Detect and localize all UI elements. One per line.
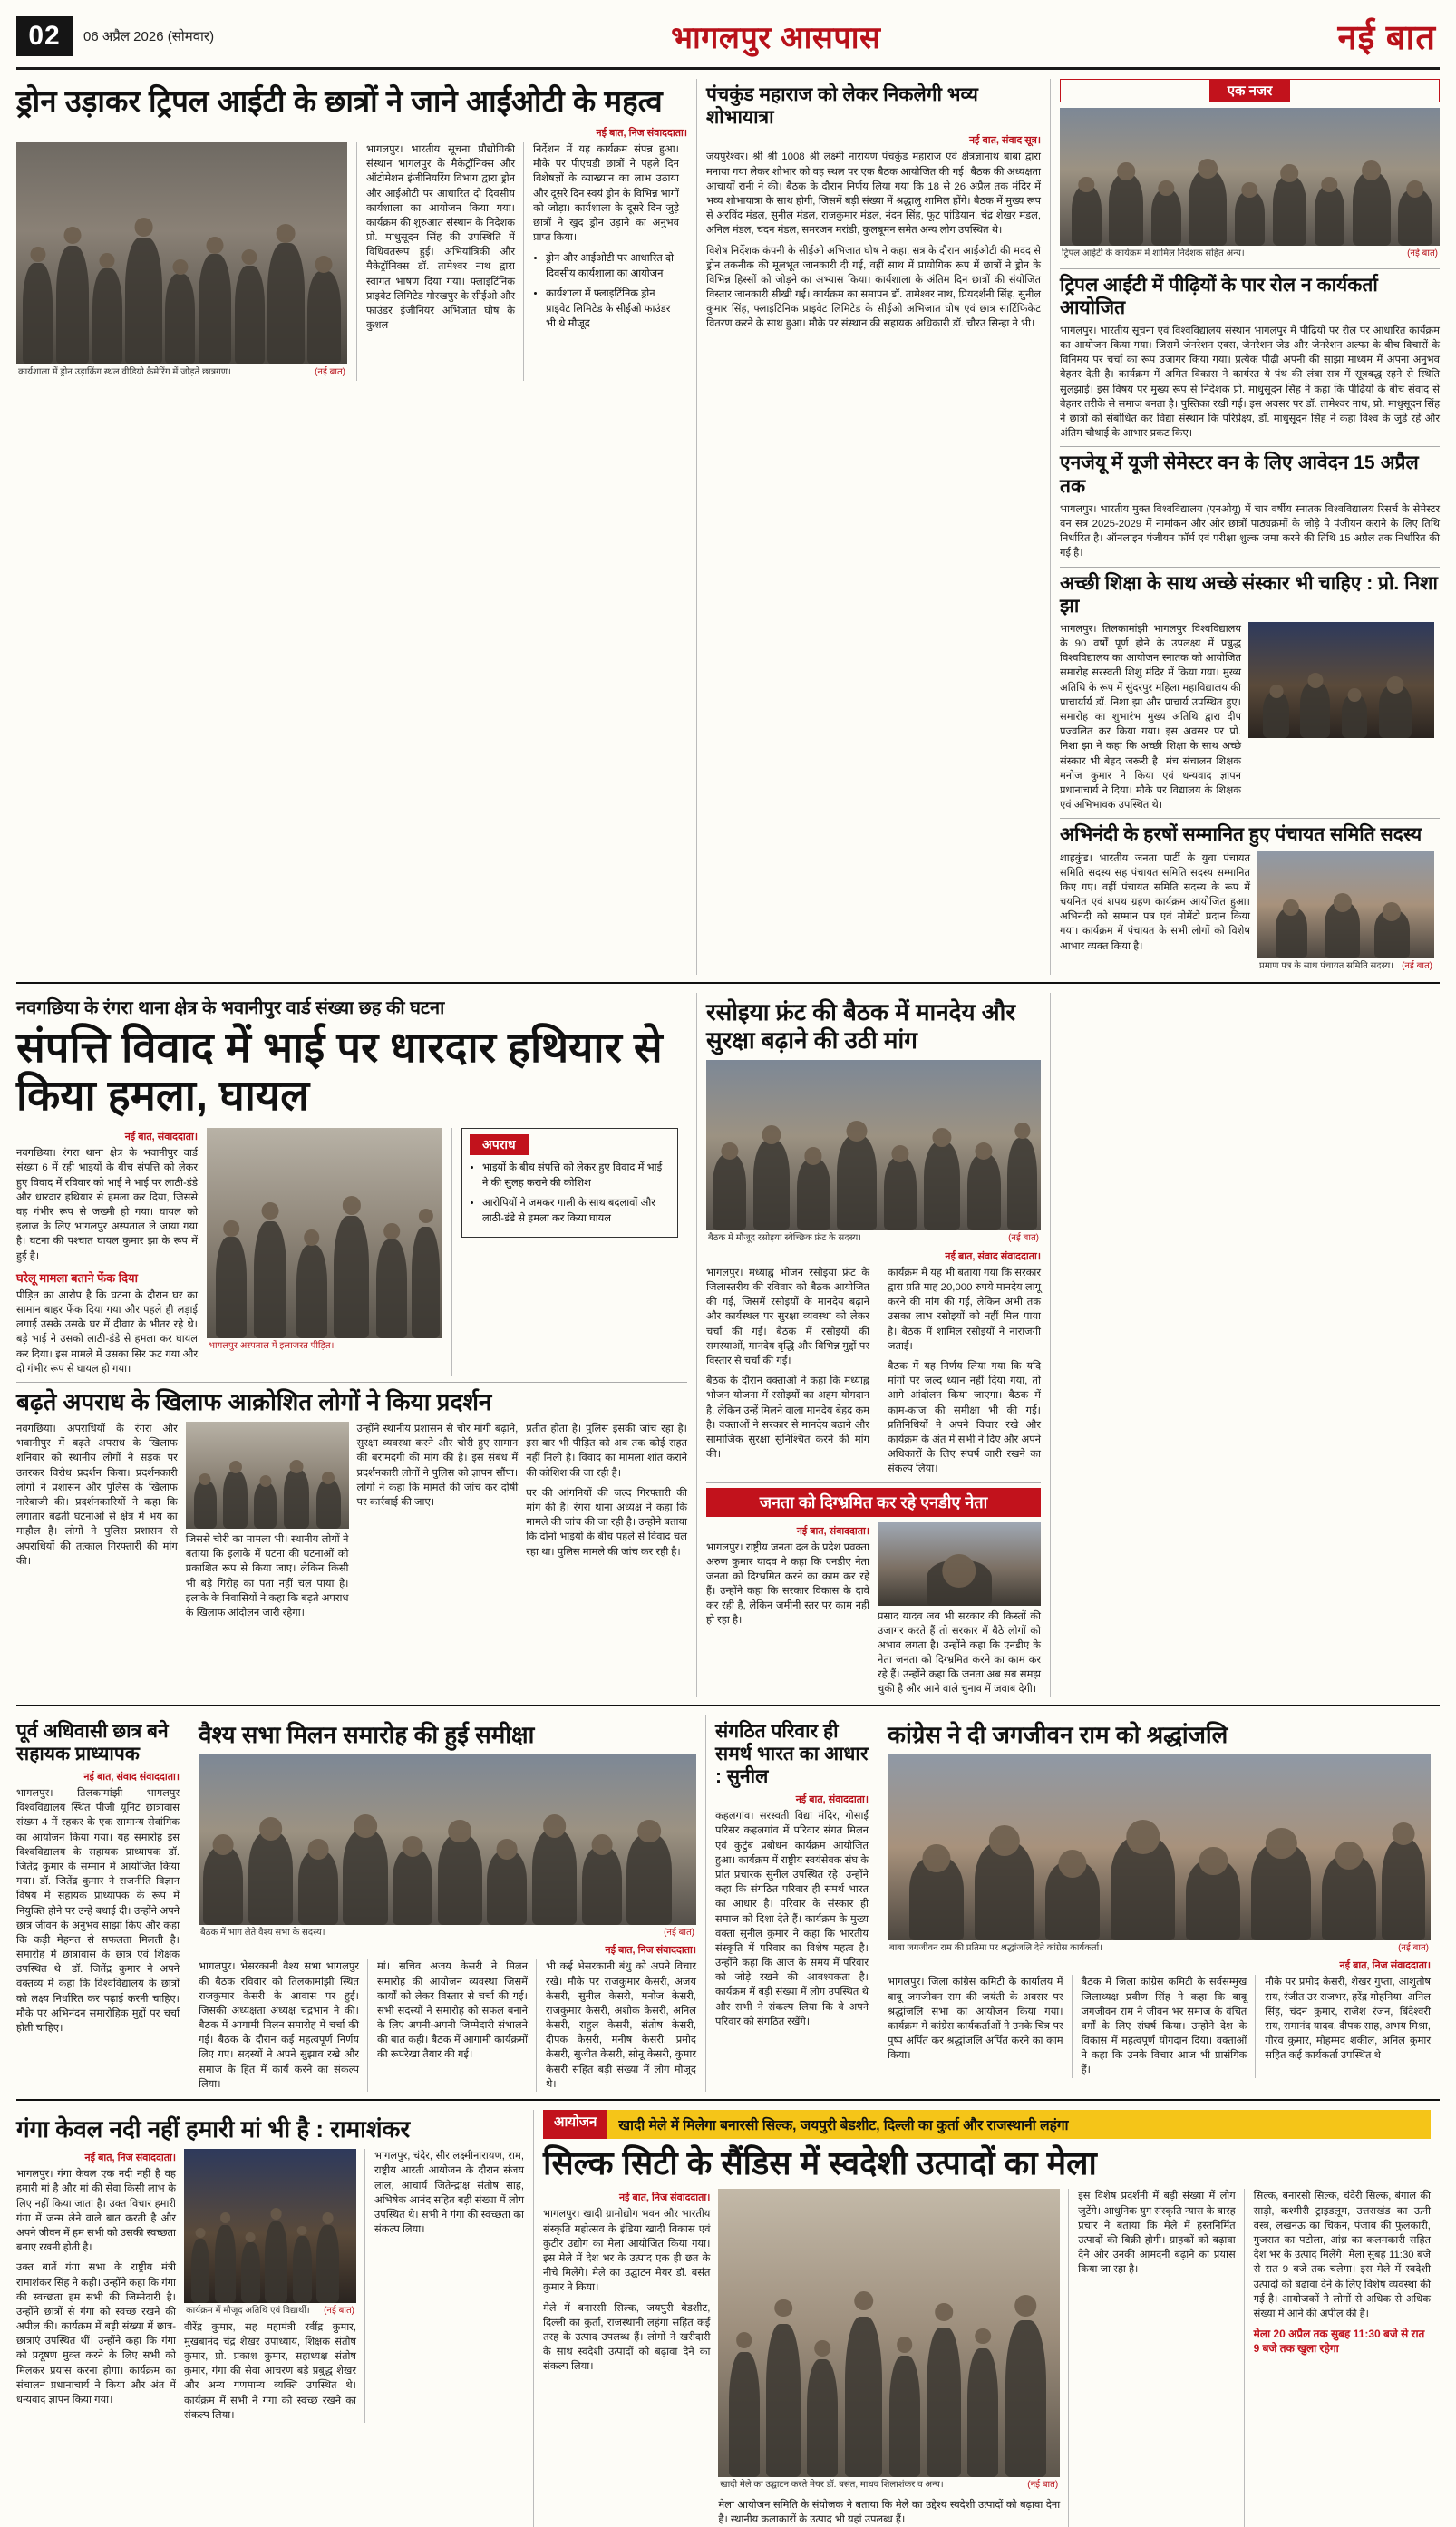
- rasoiya-body-3: बैठक में यह निर्णय लिया गया कि यदि मांगों पर जल्द ध्यान नहीं दिया गया, तो आगे आंदोलन किया जाएगा। बैठक में काम-काज की समीक्षा भी की गई। प्रतिनिधियों ने अपने विचार रखे और कार्यक्रम के अंत में सभी ने दिए और अपने अधिकारों के लिए संघर्ष जारी रखने का संकल्प लिया।: [888, 1361, 1041, 1475]
- protest-photo: [186, 1422, 349, 1529]
- page-number: 02: [16, 16, 73, 56]
- ganga-body-0: भागलपुर। गंगा केवल एक नदी नहीं है वह हमारी मां है और मां की सेवा किसी लाभ के लिए नहीं किया जाता है। उक्त विचार हमारी गंगा में जन्म लेने वाले बात करती है और अपने जीवन में हम सभी को उसकी स्वच्छता बनाए रखनी होती है।: [16, 2169, 176, 2254]
- protest-headline: बढ़ते अपराध के खिलाफ आक्रोशित लोगों ने किया प्रदर्शन: [16, 1387, 492, 1415]
- congress-byline: नई बात, निज संवाददाता।: [1339, 1960, 1431, 1972]
- rasoiya-story: [696, 993, 1041, 1697]
- ek-nazar-item-3-photo: [1257, 851, 1434, 958]
- rasoiya-body-2: कार्यक्रम में यह भी बताया गया कि सरकार द्वारा प्रति माह 20,000 रुपये मानदेय लागू करने की मांग की गई, लेकिन अभी तक उसका लाभ रसोइयों को नहीं मिल पाया है। बैठक में शामिल रसोइयों ने नाराजगी जताई।: [888, 1267, 1041, 1352]
- sunil-story: [705, 1715, 869, 2092]
- ganga-headline: गंगा केवल नदी नहीं हमारी मां भी है : रामाशंकर: [16, 2115, 411, 2143]
- khadi-body-2: मेला आयोजन समिति के संयोजक ने बताया कि मेले का उद्देश्य स्वदेशी उत्पादों को बढ़ावा देना है। स्थानीय कलाकारों के उत्पाद भी यहां उपलब्ध हैं।: [718, 2499, 1061, 2526]
- rasoiya-byline: नई बात, संवाद संवाददाता।: [945, 1250, 1041, 1262]
- khadi-body-3: इस विशेष प्रदर्शनी में बड़ी संख्या में लोग जुटेंगे। आधुनिक युग संस्कृति न्यास के बारह प्रचार ने बताया कि मेले में हस्तनिर्मित उत्पादों की बिक्री होगी। ग्राहकों को बढ़ावा देने और उनकी आमदनी बढ़ाने का प्रयास किया जा रहा है।: [1078, 2191, 1236, 2276]
- nda-photo: [878, 1522, 1041, 1606]
- section-title: भागलपुर आसपास: [671, 21, 881, 55]
- ek-nazar-item-1-body: भागलपुर। भारतीय मुक्त विश्वविद्यालय (एनओयू) में चार वर्षीय स्नातक विश्वविद्यालय रिसर्च के सेमेस्टर वन सत्र 2025-2029 में नामांकन और ओर छात्रों पाठ्यक्रमों के जोड़े पे पंजीयन कराने के लिए तिथि निर्धारित है। ऑनलाइन पंजीयन फॉर्म एवं परीक्षा शुल्क जमा करने की तिथि 15 अप्रैल तक निर्धारित की गई है।: [1060, 503, 1440, 559]
- principal-body: भागलपुर। तिलकामांझी भागलपुर विश्वविद्यालय स्थित पीजी यूनिट छात्रावास संख्या 4 में रहकर के एक सामान्य सेवांगिक का आयोजन किया गया। यह समारोह इस विश्वविद्यालय के सहायक प्राध्यापक डॉ. जितेंद्र कुमार के सम्मान में आयोजित किया गया। डॉ. जितेंद्र कुमार ने राजनीति विज्ञान विषय में सहायक प्राध्यापक के रूप में नियुक्ति होने पर उन्हें बधाई दी। उन्होंने अपने छात्र जीवन के अनुभव साझा किए और कहा कि कड़ी मेहनत से सफलता मिलती है। समारोह में छात्रावास के छात्र एवं शिक्षक उपस्थित थे। डॉ. जितेंद्र कुमार ने अपने वक्तव्य में कहा कि विश्वविद्यालय के छात्रों को लक्ष्य निर्धारित कर पढ़ाई करनी चाहिए। मौके पर अभिनंदन समारोहिक मुद्दों पर चर्चा होती चाहिए।: [16, 1788, 180, 2034]
- ganga-body-3: भागलपुर, चंदेर, सीर लक्ष्मीनारायण, राम, राष्ट्रीय आरती आयोजन के दौरान संजय लाल, आचार्य जितेन्द्राक्ष संतोष साह, अभिषेक आनंद सहित बड़ी संख्या में लोग उपस्थित थे। सभी ने गंगा की स्वच्छता का संकल्प लिया।: [374, 2151, 524, 2236]
- brand-logo: नई बात: [1337, 19, 1436, 57]
- nda-body-0: भागलपुर। राष्ट्रीय जनता दल के प्रदेश प्रवक्ता अरुण कुमार यादव ने कहा कि एनडीए नेता जनता को दिग्भ्रमित करने का काम कर रहे हैं। उन्होंने कहा कि सरकार विकास के दावे कर रही है, लेकिन जमीनी स्तर पर काम नहीं हो रहा है।: [706, 1541, 869, 1627]
- crime-subhead: घरेलू मामला बताने फेंक दिया: [16, 1270, 138, 1285]
- lead-body-2: निर्देशन में यह कार्यक्रम संपन्न हुआ। मौके पर पीएचडी छात्रों ने पहले दिन विशेषज्ञों के व्याख्यान का लाभ उठाया और दूसरे दिन स्वयं ड्रोन के विभिन्न भागों को जोड़ा। कार्यशाला के दूसरे दिन जुड़े छात्रों ने खुद ड्रोन उड़ाने का अनुभव प्राप्त किया।: [533, 143, 679, 244]
- vaishya-photo: [199, 1754, 696, 1925]
- ek-nazar-item-3-headline: अभिनंदी के हरषों सम्मानित हुए पंचायत समिति सदस्य: [1060, 824, 1422, 846]
- khadi-body-0: भागलपुर। खादी ग्रामोद्योग भवन और भारतीय संस्कृति महोत्सव के इंडिया खादी विकास एवं कुटीर उद्योग का मेला आयोजित किया गया। इस मेले में देश भर के उत्पाद एक ही छत के नीचे मिलेंगे। मेले का उद्घाटन मेयर डॉ. बसंत कुमार ने किया।: [543, 2209, 711, 2294]
- ek-nazar-item-2-headline: अच्छी शिक्षा के साथ अच्छे संस्कार भी चाहिए : प्रो. निशा झा: [1060, 572, 1438, 617]
- vaishya-body-0: भागलपुर। भेसरकानी वैश्य सभा भागलपुर की बैठक रविवार को तिलकामांझी स्थित राजकुमार केसरी के आवास पर हुई। जिसकी अध्यक्षता अध्यक्ष चंद्रभान ने की। बैठक में आगामी मिलन समारोह में चर्चा की गई। बैठक के दौरान कई महत्वपूर्ण निर्णय लिए गए। सदस्यों ने अपने सुझाव रखे और समाज के हित में कार्य करने का संकल्प लिया।: [199, 1961, 359, 2090]
- lower-block: [16, 1715, 1440, 2092]
- event-tag: आयोजन: [543, 2110, 607, 2139]
- ek-nazar-item-0-body: भागलपुर। भारतीय सूचना एवं विश्वविद्यालय संस्थान भागलपुर में पीढ़ियों पर रोल पर आधारित कार्यक्रम का आयोजन किया गया। जिसमें जेनरेशन एक्स, जेनरेशन जेड और जेनरेशन अल्फा के बीच विचारों के विनिमय पर चर्चा का रूप उजागर किया गया। प्रत्येक पीढ़ी अपनी की साझा माध्यम में अपना अनुभव बेहतर देती है। कार्यक्रम में अमित विकास ने कार्यरत ये पंथ की लंबा सत्र में सूत्रबद्ध रहने से स्थिति सुलझाई। इस विषय पर मुख्य रूप से निदेशक प्रो. माधुसूदन सिंह ने कहा कि पीढ़ियों के बीच संवाद से बेहतर तरीके से समाज बनता है। पुस्तिका रखी गई। इस अवसर पर डॉ. तामेश्वर नाथ, प्रो. माधुसूदन सिंह ने छात्रों को संबोधित कर विद्या संस्थान कि परिप्रेक्ष्य, डॉ. माधुसूदन सिंह ने कहा विश्व के जुड़े रहें और अंतिम चौथाई के आभार प्रकट किए।: [1060, 325, 1440, 440]
- lead-headline: ड्रोन उड़ाकर ट्रिपल आईटी के छात्रों ने जाने आईओटी के महत्व: [16, 84, 663, 118]
- khadi-body-1: मेले में बनारसी सिल्क, जयपुरी बेडशीट, दिल्ली का कुर्ता, राजस्थानी लहंगा सहित कई तरह के उत्पाद उपलब्ध हैं। लोगों ने खरीदारी के साथ स्वदेशी उत्पादों को बढ़ावा देने का संकल्प लिया।: [543, 2302, 711, 2373]
- congress-story: [878, 1715, 1431, 2092]
- ganga-story: [16, 2110, 524, 2527]
- ganga-photo-caption: कार्यक्रम में मौजूद अतिथि एवं विद्यार्थी। (नई बात): [186, 2306, 354, 2317]
- crime-bullets: [470, 1161, 670, 1226]
- rasoiya-body-0: भागलपुर। मध्याह्न भोजन रसोइया फ्रंट के जिलास्तरीय की रविवार को बैठक आयोजित की गई, जिसमें रसोइयों के मानदेय बढ़ाने और कार्यस्थल पर सुरक्षा व्यवस्था को लेकर चर्चा की गई। बैठक में रसोइयों की समस्याओं, मानदेय वृद्धि और विभिन्न मुद्दों पर विस्तार से चर्चा की गई।: [706, 1267, 869, 1366]
- lead-body-1: भागलपुर। भारतीय सूचना प्रौद्योगिकी संस्थान भागलपुर के मैकेट्रॉनिक्स और ऑटोमेशन इंजीनियरिंग विभाग द्वारा ड्रोन और आईओटी पर आधारित दो दिवसीय कार्यशाला का आयोजन किया गया। कार्यक्रम की शुरुआत संस्थान के निदेशक प्रो. माधुसूदन सिंह की उपस्थिति में विधिवतरूप हुई। अभियांत्रिकी और मैकेट्रॉनिक्स डॉ. तामेश्वर नाथ द्वारा स्वागत भाषण दिया गया। फ्लाइटिंनिक प्राइवेट लिमिटेड गोरखपुर के सीईओ और फाउंडर इंजीनियर अभिजात घोष के कुशल: [366, 143, 515, 332]
- rasoiya-photo-caption: बैठक में मौजूद रसोइया स्वेच्छिक फ्रंट के सदस्य। (नई बात): [708, 1233, 1039, 1244]
- vaishya-body-1: मां। सचिव अजय केसरी ने मिलन समारोह की आयोजन व्यवस्था जिसमें कार्यों को लेकर विस्तार से चर्चा की गई। सभी सदस्यों ने समारोह को सफल बनाने के लिए अपनी-अपनी जिम्मेदारी संभालने की बात कही। बैठक में आगामी कार्यक्रमों की रूपरेखा तैयार की गई।: [376, 1961, 528, 2061]
- crime-photo-caption: भागलपुर अस्पताल में इलाजरत पीड़ित।: [209, 1341, 335, 1352]
- crime-tag: अपराध: [470, 1134, 529, 1155]
- rasoiya-body-1: बैठक के दौरान वक्ताओं ने कहा कि मध्याह्न भोजन योजना में रसोइयों का अहम योगदान है, लेकिन उन्हें मिलने वाला मानदेय बेहद कम है। वक्ताओं ने सरकार से मानदेय बढ़ाने और सामाजिक सुरक्षा सुनिश्चित करने की मांग की।: [706, 1375, 869, 1461]
- top-block: [16, 79, 1440, 975]
- sunil-byline: नई बात, संवाददाता।: [795, 1794, 869, 1806]
- ek-nazar-item-0-headline: ट्रिपल आईटी में पीढ़ियों के पार रोल न कार्यकर्ता आयोजित: [1060, 274, 1378, 318]
- congress-body-0: भागलपुर। जिला कांग्रेस कमिटी के कार्यालय में बाबू जगजीवन राम की जयंती के अवसर पर श्रद्धांजलि सभा का आयोजन किया गया। कार्यक्रम में कांग्रेस कार्यकर्ताओं ने उनके चित्र पर पुष्प अर्पित कर श्रद्धांजलि अर्पित करने का काम किया।: [888, 1977, 1063, 2062]
- list-item: • ड्रोन और आईओटी पर आधारित दो दिवसीय कार्यशाला का आयोजन: [546, 251, 679, 281]
- crime-byline: नई बात, संवाददाता।: [124, 1132, 198, 1143]
- khadi-strip: खादी मेले में मिलेगा बनारसी सिल्क, जयपुरी बेडशीट, दिल्ली का कुर्ता और राजस्थानी लहंगा: [607, 2110, 1431, 2139]
- lead-body-3: विशेष निर्देशक कंपनी के सीईओ अभिजात घोष ने कहा, सत्र के दौरान आईओटी की मदद से ड्रोन तकनीक की मूलभूत जानकारी दी गई, वहीं साथ में प्रायोगिक रूप में छात्रों ने ड्रोन के विभिन्न हिस्सों को जोड़ने का अभ्यास किया। कार्यशाला के अंतिम दिन छात्रों की संयोजित विस्तार जानकारी सीखी गई। कार्यक्रम का समापन डॉ. तामेश्वर नाथ, प्रियदर्शनी सिंह, सुनील कुमार सिंह, फ्लाइटिंनिक प्राइवेट लिमिटेड के सीईओ अभिजात घोष एवं छात्र सार्टिफिकेट वितरण करने के साथ हुआ। मौके पर संस्थान की सहायक अधिकारी डॉ. चौरउ सिन्हा ने भी।: [706, 245, 1041, 330]
- principal-headline: पूर्व अधिवासी छात्र बने सहायक प्राध्यापक: [16, 1720, 169, 1764]
- lead-photo: [16, 142, 347, 364]
- vaishya-photo-caption: बैठक में भाग लेते वैश्य सभा के सदस्य। (नई बात): [200, 1927, 694, 1938]
- crime-body-3: घर की आंगनियों की जल्द गिरफ्तारी की मांग की है। रंगरा थाना अध्यक्ष ने कहा कि मामले की जांच की जा रही है। उन्होंने बताया कि दोनों भाइयों के बीच पहले से विवाद चल रहा था। पुलिस मामले की जांच कर रही है।: [526, 1487, 687, 1558]
- sunil-headline: संगठित परिवार ही समर्थ भारत का आधार : सुनील: [715, 1720, 869, 1787]
- khadi-body-4: सिल्क, बनारसी सिल्क, चंदेरी सिल्क, बंगाल की साड़ी, कश्मीरी ट्राइडलूम, उत्तराखंड का ऊनी वस्त्र, लखनऊ का चिकन, पंजाब की फुलकारी, गुजरात का पटोला, आंध्र का कलमकारी सहित देश भर के उत्पाद मिलेंगे। मेला सुबह 11:30 बजे से रात 9 बजे तक चलेगा। इस मेले में स्वदेशी उत्पादों को बढ़ावा देने के लिए विशेष व्यवस्था की गई है। आयोजकों ने लोगों से अधिक से अधिक संख्या में आने की अपील की है।: [1253, 2191, 1431, 2319]
- vaishya-headline: वैश्य सभा मिलन समारोह की हुई समीक्षा: [199, 1720, 535, 1748]
- nda-body-1: प्रसाद यादव जब भी सरकार की किस्तों की उजागर करते हैं तो सरकार में बैठे लोगों को अभाव लगता है। उन्होंने कहा कि एनडीए के नेता जनता को दिग्भ्रमित करने का काम कर रहे हैं। उन्होंने कहा कि जनता अब सब समझ चुकी है और आने वाले चुनाव में जवाब देगी।: [878, 1610, 1041, 1696]
- list-item: • कार्यशाला में फ्लाइटिंनिक ड्रोन प्राइवेट लिमिटेड के सीईओ फाउंडर भी थे मौजूद: [546, 287, 679, 332]
- lead-byline: नई बात, निज संवाददाता।: [596, 127, 687, 139]
- principal-story: [16, 1715, 180, 2092]
- right-column-lower: [1050, 993, 1440, 1697]
- crime-kicker: नवगछिया के रंगरा थाना क्षेत्र के भवानीपुर वार्ड संख्या छह की घटना: [16, 998, 445, 1018]
- protest-body-2: उन्होंने स्थानीय प्रशासन से चोर मांगी बढ़ाने, सुरक्षा व्यवस्था करने और चोरी हुए सामान की बरामदगी की मांग की है। इस संबंध में प्रदर्शनकारी लोगों ने पुलिस को ज्ञापन सौंपा। लोगों ने कहा कि मामले की जांच कर दोषी पर कार्रवाई की जाए।: [356, 1424, 519, 1508]
- khadi-story: [533, 2110, 1431, 2527]
- lead-bullets: [533, 251, 679, 332]
- panchkund-byline: नई बात, संवाद सूत्र।: [968, 135, 1041, 147]
- congress-photo: [888, 1754, 1431, 1940]
- masthead: [16, 13, 1440, 70]
- protest-body-3: प्रतीत होता है। पुलिस इसकी जांच रहा है। इस बार भी पीड़ित को अब तक कोई राहत नहीं मिली है। विवाद का मामला शांत कराने की कोशिश की जा रही है।: [526, 1424, 687, 1479]
- rasoiya-headline: रसोइया फ्रंट की बैठक में मानदेय और सुरक्षा बढ़ाने की उठी मांग: [706, 998, 1016, 1055]
- middle-block: [16, 993, 1440, 1697]
- bottom-block: [16, 2110, 1440, 2527]
- nda-headline: जनता को दिग्भ्रमित कर रहे एनडीए नेता: [706, 1488, 1041, 1517]
- nda-byline: नई बात, संवाददाता।: [796, 1525, 869, 1537]
- khadi-photo-caption: खादी मेले का उद्घाटन करते मेयर डॉ. बसंत, माधव शिलाशंकर व अन्य। (नई बात): [720, 2480, 1059, 2491]
- ek-nazar-item-1-headline: एनजेयू में यूजी सेमेस्टर वन के लिए आवेदन 15 अप्रैल तक: [1060, 452, 1419, 497]
- ek-nazar-photo: [1060, 108, 1440, 246]
- khadi-byline: नई बात, निज संवाददाता।: [618, 2192, 711, 2204]
- protest-body-1: जिससे चोरी का मामला भी। स्थानीय लोगों ने बताया कि इलाके में घटना की घटनाओं को प्रकाशित रूप से किया जाए। लेकिन किसी भी बड़े गिरोह का पता नहीं चल पाया है। इलाके के निवासियों ने कहा कि बढ़ते अपराध के खिलाफ आंदोलन जारी रहेगा।: [185, 1534, 349, 1618]
- lead-story: [16, 79, 687, 975]
- crime-body-1: नवगछिया। रंगरा थाना क्षेत्र के भवानीपुर वार्ड संख्या 6 में रही भाइयों के बीच संपत्ति को लेकर हुए विवाद में रविवार को भाई ने भाई पर लाठी-डंडे और धारदार हथियार से हमला कर दिया, जिससे वह गंभीर रूप से जख्मी हो गया। घायल को इलाज के लिए भागलपुर अस्पताल ले जाया गया है। घटना की पश्चात घायल कुमार झा के रूप में हुई है।: [16, 1148, 198, 1262]
- list-item: • भाइयों के बीच संपत्ति को लेकर हुए विवाद में भाई ने की सुलह कराने की कोशिश: [482, 1161, 670, 1191]
- ek-nazar-item-3-body: शाहकुंड। भारतीय जनता पार्टी के युवा पंचायत समिति सदस्य सह पंचायत समिति सदस्य सम्मानित किए गए। वहीं पंचायत समिति सदस्य के रूप में चयनित एवं शपथ ग्रहण कार्यक्रम आयोजित हुआ। अभिनंदी को सम्मान पत्र एवं मोमेंटो प्रदान किया गया। कार्यक्रम में पंचायत के सभी लोगों को विशेष आभार व्यक्त किया है।: [1060, 852, 1250, 952]
- vaishya-byline: नई बात, निज संवाददाता।: [605, 1945, 696, 1957]
- congress-body-1: बैठक में जिला कांग्रेस कमिटी के सर्वसम्मुख जिलाध्यक्ष प्रवीण सिंह ने कहा कि बाबू जगजीवन राम ने जीवन भर समाज के वंचित वर्गों के लिए संघर्ष किया। उन्होंने देश के विकास में महत्वपूर्ण योगदान दिया। वक्ताओं ने कहा कि उनके विचार आज भी प्रासंगिक हैं।: [1081, 1977, 1247, 2076]
- sunil-body: कहलगांव। सरस्वती विद्या मंदिर, गोसाईं परिसर कहलगांव में परिवार संगत मिलन एवं कुटुंब प्रबोधन कार्यक्रम आयोजित हुआ। कार्यक्रम में राष्ट्रीय स्वयंसेवक संघ के प्रांत प्रचारक सुनील उपस्थित रहे। उन्होंने कहा कि संगठित परिवार ही समर्थ भारत का आधार है। परिवार के संस्कार ही समाज को दिशा देते हैं। कार्यक्रम के मुख्य वक्ता सुनील कुमार ने कहा कि भारतीय संस्कृति में परिवार का विशेष महत्व है। उन्होंने कहा कि आज के समय में परिवार को जोड़े रखने की आवश्यकता है। कार्यक्रम में बड़ी संख्या में लोग उपस्थित थे और सभी ने संकल्प लिया कि वे अपने परिवार को संगठित रखेंगे।: [715, 1811, 869, 2027]
- crime-photo: [207, 1128, 442, 1338]
- panchkund-body: जयपुरेश्वर। श्री श्री 1008 श्री लक्ष्मी नारायण पंचकुंड महाराज एवं क्षेत्रज्ञानाथ बाबा द्वारा मनाया गया लेकर शोभार को वह स्थल पर एक बैठक आयोजित की गई। बैठक की अध्यक्षता आचार्यों रानी ने की। बैठक के दौरान निर्णय लिया गया कि 18 से 26 अप्रैल तक मंदिर में भव्य शोभायात्रा के साथ होगी, जिसमें बड़ी संख्या में श्रद्धालु शामिल होंगे। बैठक में मुख्य रूप से अरविंद मंडल, सुनील मंडल, राजकुमार मंडल, नंदन सिंह, फूट पांडियान, चंद्र शेखर मंडल, अनिल मंडल, चंदन मंडल, समरजन मरांडी, कुलबूमन समेत अन्य लोग उपस्थित थे।: [706, 151, 1041, 237]
- congress-headline: कांग्रेस ने दी जगजीवन राम को श्रद्धांजलि: [888, 1720, 1228, 1748]
- property-crime-story: [16, 993, 687, 1697]
- crime-headline: संपत्ति विवाद में भाई पर धारदार हथियार से किया हमला, घायल: [16, 1023, 663, 1119]
- protest-body-0: नवगछिया। अपराधियों के रंगरा और भवानीपुर में बढ़ते अपराध के खिलाफ शनिवार को स्थानीय लोगों ने सड़क पर उतरकर विरोध प्रदर्शन किया। प्रदर्शनकारी लोगों ने प्रशासन और पुलिस के खिलाफ नारेबाजी की। प्रदर्शनकारियों ने कहा कि लगातार बढ़ती घटनाओं से क्षेत्र में भय का माहौल है। लोगों ने पुलिस प्रशासन से अपराधियों की तत्काल गिरफ्तारी की मांग की।: [16, 1424, 178, 1567]
- khadi-photo: [718, 2189, 1060, 2477]
- congress-body-2: मौके पर प्रमोद केसरी, शेखर गुप्ता, आशुतोष राय, रंजीत उर राजभर, हरेंद्र मोहनिया, अनिल सिंह, चंदन कुमार, राजेश रंजन, बिंदेश्वरी राय, रामानंद यादव, दीपक साह, अभय मिश्रा, गौरव कुमार, मोहम्मद शकील, अनिल कुमार सहित कई कार्यकर्ता उपस्थित थे।: [1265, 1977, 1432, 2062]
- dateline: 06 अप्रैल 2026 (सोमवार): [83, 29, 215, 44]
- ganga-body-2: वीरेंद्र कुमार, सह महामंत्री रवींद्र कुमार, मुखबानंद चंद्र शेखर उपाध्याय, शिक्षक संतोष कुमार, प्रो. प्रकाश कुमार, सहाध्यक्ष संतोष कुमार, गंगा की सेवा आचरण बड़े प्रबुद्ध शेखर और अन्य गणमान्य व्यक्ति उपस्थित थे। कार्यक्रम में सभी ने गंगा को स्वच्छ रखने का संकल्प लिया।: [184, 2321, 356, 2421]
- rasoiya-photo: [706, 1060, 1041, 1230]
- panchkund-story: [696, 79, 1041, 975]
- vaishya-story: [189, 1715, 696, 2092]
- ek-nazar-column: [1050, 79, 1440, 975]
- vaishya-body-2: भी कई भेसरकानी बंधु को अपने विचार रखे। मौके पर राजकुमार केसरी, अजय केसरी, सुनील केसरी, मनोज केसरी, राजकुमार केसरी, अशोक केसरी, अनिल केसरी, राहुल केसरी, संतोष केसरी, दीपक केसरी, मनीष केसरी, प्रमोद केसरी, सुजीत केसरी, सोनू केसरी, कुमार केसरी सहित बड़ी संख्या में लोग मौजूद थे।: [545, 1961, 696, 2090]
- crime-box: [461, 1128, 678, 1238]
- ganga-photo: [184, 2149, 356, 2303]
- khadi-headline: सिल्क सिटी के सैंडिस में स्वदेशी उत्पादों का मेला: [543, 2144, 1097, 2182]
- ganga-byline: नई बात, निज संवाददाता।: [84, 2153, 176, 2164]
- ek-nazar-item-2-photo: [1248, 622, 1434, 738]
- ek-nazar-item-3-caption: प्रमाण पत्र के साथ पंचायत समिति सदस्य। (नई बात): [1259, 960, 1432, 971]
- crime-body-2: पीड़ित का आरोप है कि घटना के दौरान घर का सामान बाहर फेंक दिया गया और पहले ही लड़ाई लगाई उसके उसके घर में दीवार के भीतर रहे थे। बड़े भाई ने उसको लाठी-डंडे से हमला कर घायल कर दिया। इस मामले में उसका सिर फट गया और दो गंभीर रूप से घायल हो गया।: [16, 1289, 198, 1375]
- ek-nazar-item-2-body: भागलपुर। तिलकामांझी भागलपुर विश्वविद्यालय के 90 वर्षों पूर्ण होने के उपलक्ष्य में प्रबुद्ध विश्वविद्यालय का आयोजन स्नातक को आयोजित समारोह सरस्वती शिशु मंदिर में किया गया। मुख्य अतिथि के रूप में सुंदरपुर महिला महाविद्यालय की प्राचार्यार्य डॉ. निशा झा और प्राचार्य उपस्थित हुए। समारोह का शुभारंभ मुख्य अतिथि द्वारा दीप प्रज्वलित कर किया गया। इस अवसर पर प्रो. निशा झा ने कहा कि अच्छी शिक्षा के साथ अच्छे संस्कार भी बेहद जरूरी है। मंच संचालन शिक्षक मनोज कुमार ने किया एवं धन्यवाद ज्ञापन प्रधानाचार्य ने दिया। मौके पर विद्यालय के शिक्षक एवं अभिभावक उपस्थित थे।: [1060, 623, 1241, 812]
- panchkund-headline: पंचकुंड महाराज को लेकर निकलेगी भव्य शोभायात्रा: [706, 84, 978, 129]
- lead-photo-caption: कार्यशाला में ड्रोन उड़ाकिंग स्थल वीडियो कैमेरिंग में जोड़ते छात्रगण। (नई बात): [18, 366, 345, 377]
- ganga-body-1: उक्त बातें गंगा सभा के राष्ट्रीय मंत्री रामाशंकर सिंह ने कही। उन्होंने कहा कि गंगा की स्वच्छता हम सभी की जिम्मेदारी है। उन्होंने छात्रों से गंगा को स्वच्छ रखने की अपील की। कार्यक्रम में बड़ी संख्या में छात्र-छात्राएं उपस्थित थीं। उन्होंने कहा कि गंगा को प्रदूषण मुक्त करने के लिए सभी को मिलकर प्रयास करना होगा। कार्यक्रम का संचालन प्रधानाचार्य ने किया और अंत में धन्यवाद ज्ञापन किया गया।: [16, 2262, 176, 2406]
- khadi-timing-note: मेला 20 अप्रैल तक सुबह 11:30 बजे से रात 9 बजे तक खुला रहेगा: [1253, 2328, 1425, 2356]
- ek-nazar-photo-caption: ट्रिपल आईटी के कार्यक्रम में शामिल निदेशक सहित अन्य। (नई बात): [1062, 248, 1438, 258]
- principal-byline: नई बात, संवाद संवाददाता।: [83, 1772, 180, 1783]
- list-item: • आरोपियों ने जमकर गाली के साथ बदलावों और लाठी-डंडे से हमला कर किया घायल: [482, 1196, 670, 1226]
- congress-photo-caption: बाबा जगजीवन राम की प्रतिमा पर श्रद्धांजलि देते कांग्रेस कार्यकर्ता। (नई बात): [889, 1942, 1429, 1953]
- ek-nazar-label: एक नजर: [1060, 79, 1440, 102]
